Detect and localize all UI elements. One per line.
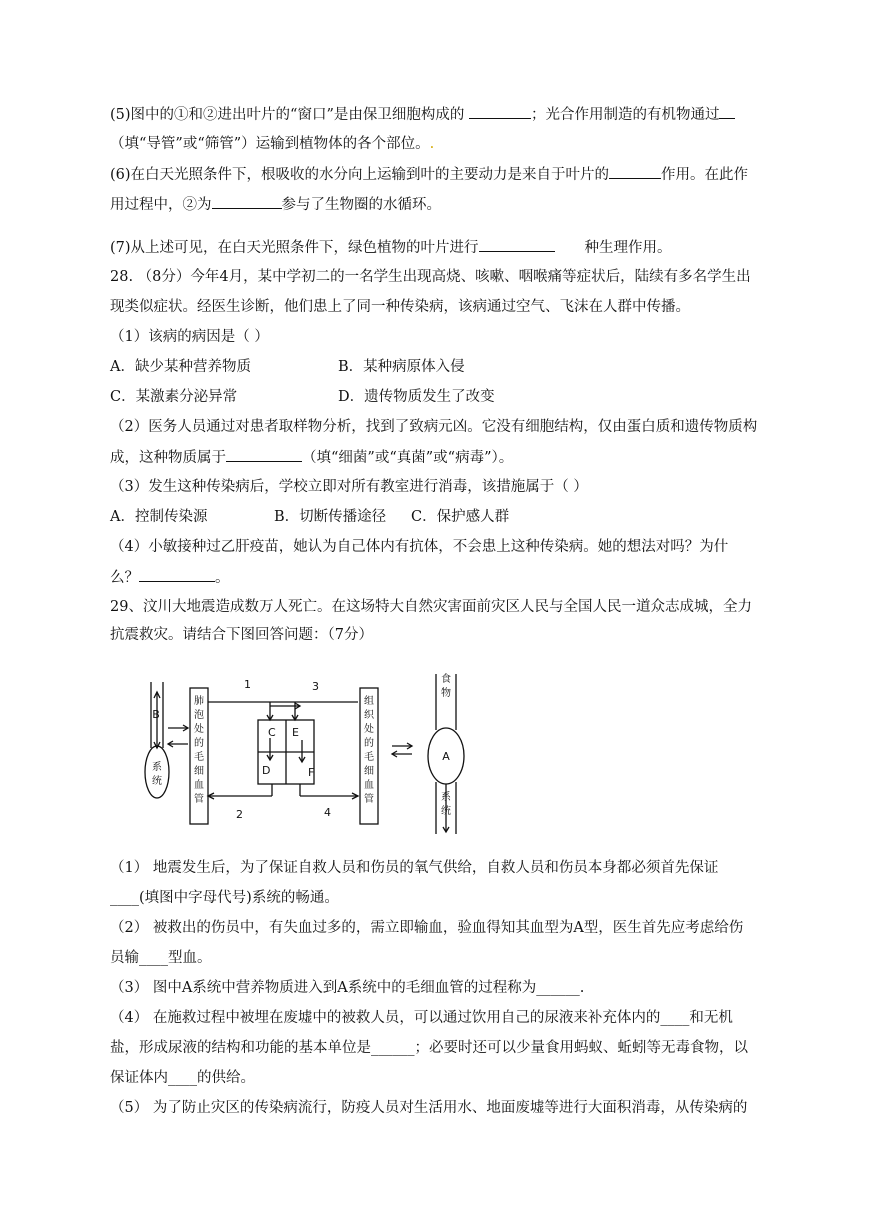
q5-text-2: ；光合作用制造的有机物通过 xyxy=(530,107,720,123)
q28-sub4-line-1: （4）小敏接种过乙肝疫苗，她认为自己体内有抗体，不会患上这种传染病。她的想法对吗？为什 xyxy=(110,539,729,555)
q28-sub2-line-2 xyxy=(110,447,800,468)
q28-sub2-text-1: 成，这种物质属于 xyxy=(110,450,226,466)
chamber-c: C xyxy=(268,726,276,739)
q29-sub4-line-1: （4） 在施救过程中被埋在废墟中的被救人员，可以通过饮用自己的尿液来补充体内的____和无机 xyxy=(110,1010,733,1026)
q28-sub2-line-1: （2）医务人员通过对患者取样物分析，找到了致病元凶。它没有细胞结构，仅由蛋白质和遗传物质构 xyxy=(110,419,758,435)
lung-capillary-label xyxy=(194,694,204,805)
q6-blank-1 xyxy=(609,164,661,179)
svg-text:组: 组 xyxy=(364,696,374,707)
q29-sub2-line-2: 员输____型血。 xyxy=(110,950,212,966)
svg-text:处: 处 xyxy=(194,724,204,735)
tissue-capillary-label xyxy=(364,695,375,805)
system-a-letter: A xyxy=(442,750,450,763)
q28-sub3-stem: （3）发生这种传染病后，学校立即对所有教室进行消毒，该措施属于（ ） xyxy=(110,479,588,495)
q28-sub2-text-2: （填“细菌”或“真菌”或“病毒”）。 xyxy=(302,450,514,466)
q5-line-2 xyxy=(110,134,800,154)
q28-sub1-stem: （1）该病的病因是（ ） xyxy=(110,329,269,345)
q29-line-2: 抗震救灾。请结合下图回答问题：（7分） xyxy=(110,627,373,643)
q28-sub4-blank xyxy=(139,567,215,582)
svg-text:肺: 肺 xyxy=(194,696,204,707)
circulation-diagram xyxy=(140,660,480,840)
svg-text:的: 的 xyxy=(364,738,374,749)
q29-sub4-line-2: 盐，形成尿液的结构和功能的基本单位是______；必要时还可以少量食用蚂蚁、蚯蚓等无毒食物，以 xyxy=(110,1040,748,1056)
circulation-diagram-svg xyxy=(140,660,480,840)
svg-text:泡: 泡 xyxy=(194,710,204,721)
number-2: 2 xyxy=(236,808,243,821)
system-b-text-1: 系 xyxy=(152,762,162,773)
number-3: 3 xyxy=(312,680,319,693)
q5-text-1: (5)图中的①和②进出叶片的“窗口”是由保卫细胞构成的 xyxy=(110,107,469,123)
q7-blank xyxy=(479,237,555,252)
q6-line-2 xyxy=(110,194,800,215)
svg-text:处: 处 xyxy=(364,724,374,735)
q29-sub2-line-1: （2） 被救出的伤员中，有失血过多的，需立即输血，验血得知其血型为A型，医生首先应考虑给伤 xyxy=(110,920,744,936)
q6-blank-2 xyxy=(212,194,282,209)
q6-text-3: 用过程中，②为 xyxy=(110,197,212,213)
q28-sub4-line-2 xyxy=(110,567,800,588)
q29-sub1-line-2: ____(填图中字母代号)系统的畅通。 xyxy=(110,890,339,906)
svg-text:统: 统 xyxy=(441,806,451,817)
q28-sub1-options-row1 xyxy=(110,357,800,377)
svg-text:细: 细 xyxy=(364,766,374,777)
q28-line-1: 28. （8分）今年4月，某中学初二的一名学生出现高烧、咳嗽、咽喉痛等症状后，陆续有多名学生出 xyxy=(110,269,751,285)
q29-line-1: 29、汶川大地震造成数万人死亡。在这场特大自然灾害面前灾区人民与全国人民一道众志成城，全力 xyxy=(110,599,752,615)
svg-text:血: 血 xyxy=(194,780,204,791)
q28-sub4-text-2: 。 xyxy=(215,570,230,586)
q6-text-2: 作用。在此作 xyxy=(661,167,749,183)
q28-sub1-option-b: B．某种病原体入侵 xyxy=(338,359,465,375)
q28-sub1-option-c: C．某激素分泌异常 xyxy=(110,389,238,405)
svg-text:织: 织 xyxy=(364,710,374,721)
q28-sub3-options xyxy=(110,507,800,527)
q29-sub1-line-1: （1） 地震发生后，为了保证自救人员和伤员的氧气供给，自救人员和伤员本身都必须首先保证 xyxy=(110,860,719,876)
q29-sub5: （5） 为了防止灾区的传染病流行，防疫人员对生活用水、地面废墟等进行大面积消毒，从传染病的 xyxy=(110,1100,748,1116)
q5-text-3: （填“导管”或“筛管”）运输到植物体的各个部位。 xyxy=(110,136,430,152)
svg-text:的: 的 xyxy=(194,738,204,749)
q28-sub4-text-1: 么？ xyxy=(110,570,139,586)
chamber-f: F xyxy=(308,766,315,779)
system-b-letter: B xyxy=(152,708,160,721)
q7-line xyxy=(110,237,800,258)
q29-sub4-line-3: 保证体内____的供给。 xyxy=(110,1070,255,1086)
svg-text:血: 血 xyxy=(364,780,374,791)
q6-text-4: 参与了生物圈的水循环。 xyxy=(281,197,441,213)
q5-line-1 xyxy=(110,104,800,125)
q5-blank-1 xyxy=(469,104,531,119)
q28-sub3-option-b: B．切断传播途径 xyxy=(274,509,387,525)
svg-text:毛: 毛 xyxy=(194,752,204,763)
svg-text:管: 管 xyxy=(194,794,204,805)
q28-line-2: 现类似症状。经医生诊断，他们患上了同一种传染病，该病通过空气、飞沫在人群中传播。 xyxy=(110,299,690,315)
system-b-text-2: 统 xyxy=(152,776,162,787)
q28-sub3-option-c: C．保护感人群 xyxy=(411,509,510,525)
q7-text-2: 种生理作用。 xyxy=(584,240,672,256)
svg-text:毛: 毛 xyxy=(364,752,374,763)
chamber-e: E xyxy=(292,726,299,739)
chamber-d: D xyxy=(262,764,271,777)
q28-sub1-option-a: A．缺少某种营养物质 xyxy=(110,359,251,375)
number-1: 1 xyxy=(244,678,251,691)
q6-text-1: (6)在白天光照条件下，根吸收的水分向上运输到叶的主要动力是来自于叶片的 xyxy=(110,167,610,183)
q28-sub2-blank xyxy=(226,447,302,462)
number-4: 4 xyxy=(324,806,331,819)
q28-sub1-option-d: D．遗传物质发生了改变 xyxy=(338,389,495,405)
q7-text-1: (7)从上述可见，在白天光照条件下，绿色植物的叶片进行 xyxy=(110,240,479,256)
svg-text:管: 管 xyxy=(364,794,374,805)
q29-sub3: （3） 图中A系统中营养物质进入到A系统中的毛细血管的过程称为______. xyxy=(110,980,585,996)
q6-line-1 xyxy=(110,164,800,185)
q5-blank-2 xyxy=(719,104,735,119)
svg-text:物: 物 xyxy=(441,688,451,699)
svg-text:食: 食 xyxy=(441,674,451,685)
q28-sub1-options-row2 xyxy=(110,387,800,407)
svg-text:系: 系 xyxy=(441,792,451,803)
food-label xyxy=(441,672,451,699)
q28-sub3-option-a: A．控制传染源 xyxy=(110,509,208,525)
yellow-dot-mark: . xyxy=(429,136,435,152)
svg-text:细: 细 xyxy=(194,766,204,777)
